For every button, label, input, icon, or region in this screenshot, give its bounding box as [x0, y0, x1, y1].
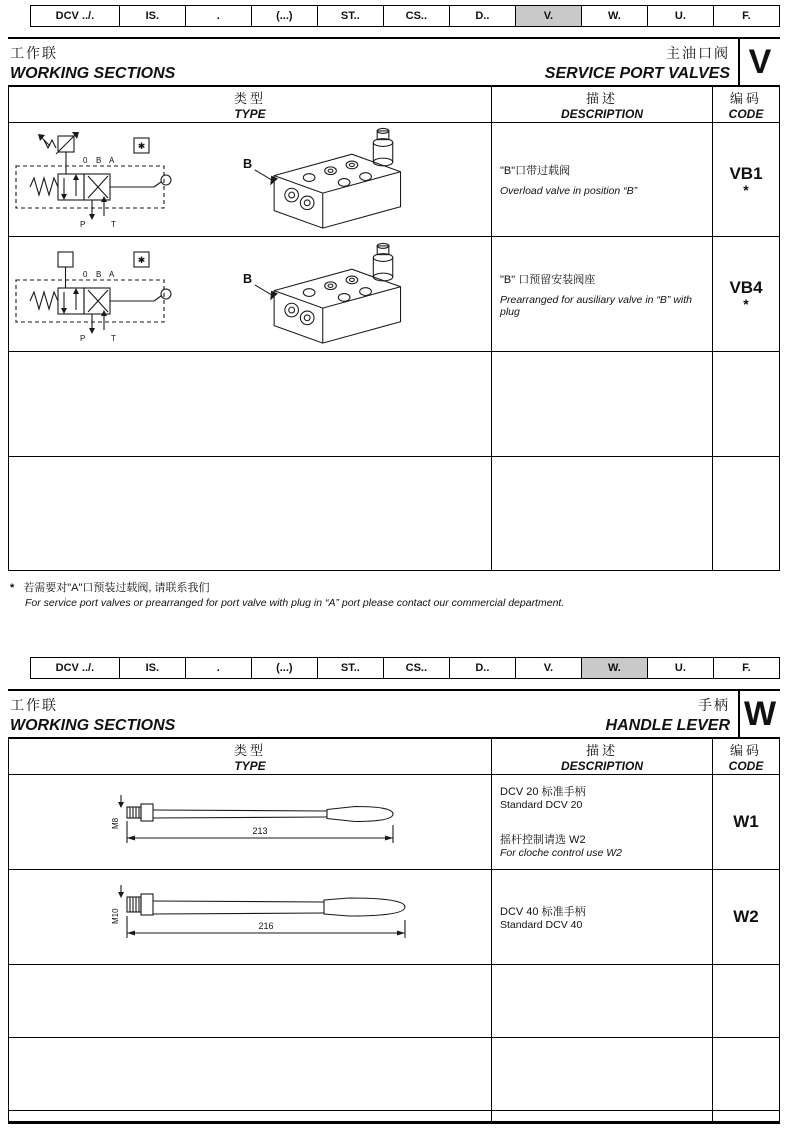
- tab-d: D..: [450, 658, 516, 678]
- description-en: Prearranged for ausiliary valve in “B” with plug: [500, 293, 692, 318]
- tab-paren: (...): [252, 6, 318, 26]
- description-cn: "B" 口预留安装阀座: [500, 273, 596, 286]
- code-cell-w1: [713, 775, 779, 869]
- code-value: VB1: [729, 163, 763, 183]
- thread-size-label: M8: [111, 817, 120, 829]
- description-cn: DCV 40 标准手柄: [500, 906, 586, 918]
- tab-dcv: DCV ../.: [31, 658, 120, 678]
- description-cell-vb4: [492, 237, 713, 351]
- empty-code-cell: [713, 352, 779, 456]
- code-header-cn: 编码: [729, 91, 762, 106]
- tab-cs: CS..: [384, 6, 450, 26]
- type-cell-vb4: [9, 237, 492, 351]
- handle-lever-table: [8, 739, 780, 1124]
- column-header-type: [9, 739, 492, 774]
- table-header-row: [9, 87, 779, 123]
- port-label-a: A: [109, 155, 115, 165]
- code-cell-vb4: [713, 237, 779, 351]
- description-en-2: For cloche control use W2: [500, 847, 622, 859]
- empty-description-cell: [492, 965, 713, 1037]
- footnote-en: For service port valves or prearranged for port valve with plug in “A” port please contact our commercial department.: [25, 597, 565, 609]
- nav-tab-bar-v: [30, 5, 780, 27]
- empty-code-cell: [713, 965, 779, 1037]
- empty-type-cell: [9, 1038, 492, 1110]
- section-subtitle-en: SERVICE PORT VALVES: [544, 65, 730, 82]
- b-port-callout: B: [243, 271, 253, 286]
- port-label-a: A: [109, 270, 115, 279]
- section-gap: [8, 609, 780, 657]
- table-row-vb1: [9, 123, 779, 237]
- table-row-w1: [9, 775, 779, 870]
- tab-u: U.: [648, 658, 714, 678]
- hydraulic-schematic-vb1: [14, 130, 194, 230]
- section-code-letter-w: W: [738, 691, 780, 737]
- description-cn-2: 摇杆控制请选 W2: [500, 834, 586, 846]
- section-subtitle-right: [370, 39, 738, 85]
- section-subtitle-cn: 主油口阀: [666, 45, 730, 61]
- tab-st: ST..: [318, 658, 384, 678]
- handle-drawing-w1: [109, 787, 439, 857]
- port-label-p: P: [80, 334, 86, 343]
- table-row-vb4: [9, 237, 779, 352]
- footnote: [8, 579, 780, 609]
- code-header-en: CODE: [728, 107, 764, 121]
- empty-type-cell: [9, 1111, 492, 1121]
- code-value: W1: [733, 812, 759, 831]
- footnote-star: *: [10, 582, 15, 594]
- section-handle-lever: [8, 657, 780, 1124]
- column-header-code: [713, 739, 779, 774]
- table-row-w2: [9, 870, 779, 965]
- section-title-left: [8, 691, 370, 737]
- tab-f: F.: [742, 662, 751, 674]
- tab-w: W.: [582, 6, 648, 26]
- port-label-b: B: [96, 270, 102, 279]
- desc-header-en: DESCRIPTION: [560, 759, 643, 773]
- section-title-en: WORKING SECTIONS: [10, 65, 176, 82]
- port-label-b: B: [96, 155, 102, 165]
- type-cell-w2: [9, 870, 492, 964]
- code-cell-vb1: [713, 123, 779, 236]
- handle-drawing-w2: [109, 880, 439, 954]
- type-header-cn: 类型: [233, 743, 266, 758]
- nav-tab-bar-w: [30, 657, 780, 679]
- description-en: Standard DCV 40: [500, 919, 583, 931]
- valve-isometric-drawing-vb4: [239, 242, 424, 347]
- description-cn: DCV 20 标准手柄: [500, 786, 586, 798]
- desc-header-en: DESCRIPTION: [560, 107, 643, 121]
- section-subtitle-en: HANDLE LEVER: [605, 717, 730, 734]
- thread-size-label: M10: [111, 908, 120, 924]
- footnote-cn: 若需要对"A"口预装过载阀, 请联系我们: [23, 582, 210, 594]
- tab-w-active: W.: [582, 658, 648, 678]
- length-dimension-label: 213: [252, 826, 268, 836]
- tab-cs: CS..: [384, 658, 450, 678]
- table-row-empty-clipped: [9, 1111, 779, 1121]
- tab-paren: (...): [252, 658, 318, 678]
- description-cn: "B"口带过载阀: [500, 165, 571, 177]
- b-port-callout: B: [243, 156, 253, 171]
- tab-v-active: V.: [516, 6, 582, 26]
- table-row-empty: [9, 1038, 779, 1111]
- footnote-cn-line: [10, 579, 780, 595]
- empty-description-cell: [492, 1038, 713, 1110]
- section-header-v: [8, 37, 780, 87]
- description-en: Standard DCV 20: [500, 799, 583, 811]
- star-mark: ✱: [137, 255, 146, 265]
- tab-dcv: DCV ../.: [31, 6, 120, 26]
- tab-st: ST..: [318, 6, 384, 26]
- valve-isometric-drawing-vb1: [239, 127, 424, 232]
- code-value: VB4: [729, 278, 763, 297]
- section-title-en: WORKING SECTIONS: [10, 717, 176, 734]
- description-cell-w1: [492, 775, 713, 869]
- type-header-en: TYPE: [234, 107, 266, 121]
- tab-f: F.: [742, 10, 751, 22]
- tab-dot: .: [186, 6, 252, 26]
- star-mark: ✱: [137, 140, 146, 151]
- code-value: W2: [733, 907, 759, 926]
- port-label-0: 0: [83, 155, 88, 165]
- section-service-port-valves: [8, 5, 780, 609]
- code-footnote-star: *: [743, 181, 749, 198]
- section-title-cn: 工作联: [10, 697, 58, 713]
- hydraulic-schematic-vb4: [14, 244, 194, 344]
- description-en: Overload valve in position “B”: [500, 185, 638, 197]
- desc-header-cn: 描述: [585, 91, 618, 106]
- code-header-en: CODE: [728, 759, 764, 773]
- type-cell-vb1: [9, 123, 492, 236]
- tab-dot: .: [186, 658, 252, 678]
- type-header-en: TYPE: [234, 759, 266, 773]
- code-cell-w2: [713, 870, 779, 964]
- section-subtitle-right: [370, 691, 738, 737]
- tab-is: IS.: [120, 6, 186, 26]
- tab-d: D..: [450, 6, 516, 26]
- description-cell-w2: [492, 870, 713, 964]
- empty-code-cell: [713, 1111, 779, 1121]
- tab-is: IS.: [120, 658, 186, 678]
- empty-type-cell: [9, 457, 492, 570]
- empty-description-cell: [492, 1111, 713, 1121]
- service-port-valves-table: [8, 87, 780, 571]
- desc-header-cn: 描述: [585, 743, 618, 758]
- section-subtitle-cn: 手柄: [698, 697, 730, 713]
- tab-u: U.: [648, 6, 714, 26]
- table-header-row: [9, 739, 779, 775]
- section-header-w: [8, 689, 780, 739]
- section-title-left: [8, 39, 370, 85]
- empty-type-cell: [9, 352, 492, 456]
- column-header-code: [713, 87, 779, 122]
- empty-code-cell: [713, 1038, 779, 1110]
- tab-v: V.: [516, 658, 582, 678]
- table-row-empty: [9, 457, 779, 570]
- table-row-empty: [9, 352, 779, 457]
- column-header-description: [492, 87, 713, 122]
- empty-type-cell: [9, 965, 492, 1037]
- section-title-cn: 工作联: [10, 45, 58, 61]
- code-header-cn: 编码: [729, 743, 762, 758]
- empty-description-cell: [492, 457, 713, 570]
- type-cell-w1: [9, 775, 492, 869]
- table-row-empty: [9, 965, 779, 1038]
- column-header-type: [9, 87, 492, 122]
- port-label-p: P: [80, 219, 86, 229]
- length-dimension-label: 216: [258, 921, 274, 931]
- column-header-description: [492, 739, 713, 774]
- port-label-0: 0: [83, 270, 88, 279]
- type-header-cn: 类型: [233, 91, 266, 106]
- port-label-t: T: [111, 334, 116, 343]
- empty-code-cell: [713, 457, 779, 570]
- section-code-letter-v: V: [738, 39, 780, 85]
- code-footnote-star: *: [743, 296, 749, 312]
- empty-description-cell: [492, 352, 713, 456]
- description-cell-vb1: [492, 123, 713, 236]
- port-label-t: T: [111, 219, 116, 229]
